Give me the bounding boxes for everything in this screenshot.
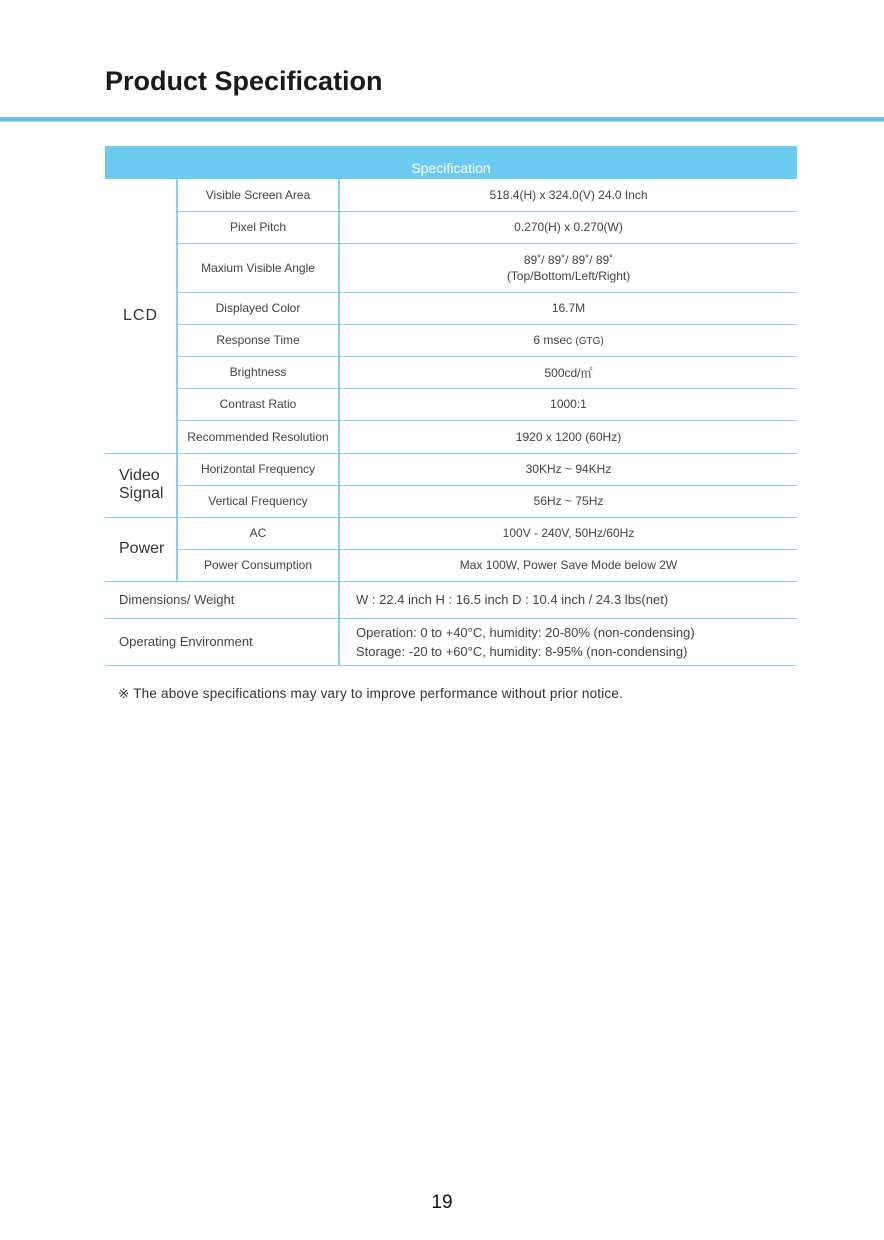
table-row: [105, 517, 797, 549]
label-response-time: Response Time: [177, 324, 339, 356]
response-time-value: 6 msec: [533, 333, 573, 347]
response-time-note: (GTG): [575, 336, 604, 347]
table-row: [105, 356, 797, 388]
table-row: [105, 243, 797, 292]
table-row: [105, 388, 797, 420]
table-header: Specification: [105, 146, 797, 179]
value-brightness: 500cd/㎡: [339, 356, 797, 388]
table-row: [105, 485, 797, 517]
title-divider: [0, 117, 884, 122]
label-visible-screen-area: Visible Screen Area: [177, 179, 339, 211]
page-title: Product Specification: [105, 66, 383, 96]
page-number: 19: [431, 1192, 453, 1213]
label-power-consumption: Power Consumption: [177, 549, 339, 581]
label-viewing-angle: Maxium Visible Angle: [177, 243, 339, 292]
value-recommended-resolution: 1920 x 1200 (60Hz): [339, 420, 797, 453]
group-label-video-line2: Signal: [119, 485, 164, 502]
value-ac: 100V - 240V, 50Hz/60Hz: [339, 517, 797, 549]
label-contrast-ratio: Contrast Ratio: [177, 388, 339, 420]
value-horizontal-frequency: 30KHz ~ 94KHz: [339, 453, 797, 485]
value-contrast-ratio: 1000:1: [339, 388, 797, 420]
value-dimensions-weight: W : 22.4 inch H : 16.5 inch D : 10.4 inch / 24.3 lbs(net): [339, 581, 797, 618]
group-label-lcd: LCD: [105, 179, 177, 453]
value-vertical-frequency: 56Hz ~ 75Hz: [339, 485, 797, 517]
value-viewing-angle: [339, 243, 797, 292]
table-row: [105, 581, 797, 618]
footnote: ※ The above specifications may vary to improve performance without prior notice.: [118, 686, 624, 701]
label-recommended-resolution: Recommended Resolution: [177, 420, 339, 453]
group-label-video-signal: [105, 453, 177, 517]
group-label-video-line1: Video: [119, 467, 160, 484]
table-row: [105, 211, 797, 243]
value-visible-screen-area: 518.4(H) x 324.0(V) 24.0 Inch: [339, 179, 797, 211]
label-vertical-frequency: Vertical Frequency: [177, 485, 339, 517]
table-row: [105, 453, 797, 485]
value-displayed-color: 16.7M: [339, 292, 797, 324]
table-row: [105, 420, 797, 453]
value-storage-conditions: Storage: -20 to +60°C, humidity: 8-95% (non-condensing): [356, 643, 688, 659]
value-pixel-pitch: 0.270(H) x 0.270(W): [339, 211, 797, 243]
label-ac: AC: [177, 517, 339, 549]
value-response-time: [339, 324, 797, 356]
table-row: [105, 549, 797, 581]
label-displayed-color: Displayed Color: [177, 292, 339, 324]
value-viewing-angle-directions: (Top/Bottom/Left/Right): [506, 268, 631, 283]
table-row: [105, 179, 797, 211]
label-brightness: Brightness: [177, 356, 339, 388]
label-pixel-pitch: Pixel Pitch: [177, 211, 339, 243]
value-operation-conditions: Operation: 0 to +40°C, humidity: 20-80% (non-condensing): [356, 624, 695, 640]
label-operating-environment: Operating Environment: [105, 618, 339, 665]
label-horizontal-frequency: Horizontal Frequency: [177, 453, 339, 485]
table-row: [105, 292, 797, 324]
value-viewing-angle-degrees: 89˚/ 89˚/ 89˚/ 89˚: [523, 252, 614, 267]
label-dimensions-weight: Dimensions/ Weight: [105, 581, 339, 618]
table-row: [105, 618, 797, 665]
group-label-power: Power: [105, 517, 177, 581]
specification-table: [105, 146, 797, 666]
table-row: [105, 324, 797, 356]
value-power-consumption: Max 100W, Power Save Mode below 2W: [339, 549, 797, 581]
value-operating-environment: [339, 618, 797, 665]
